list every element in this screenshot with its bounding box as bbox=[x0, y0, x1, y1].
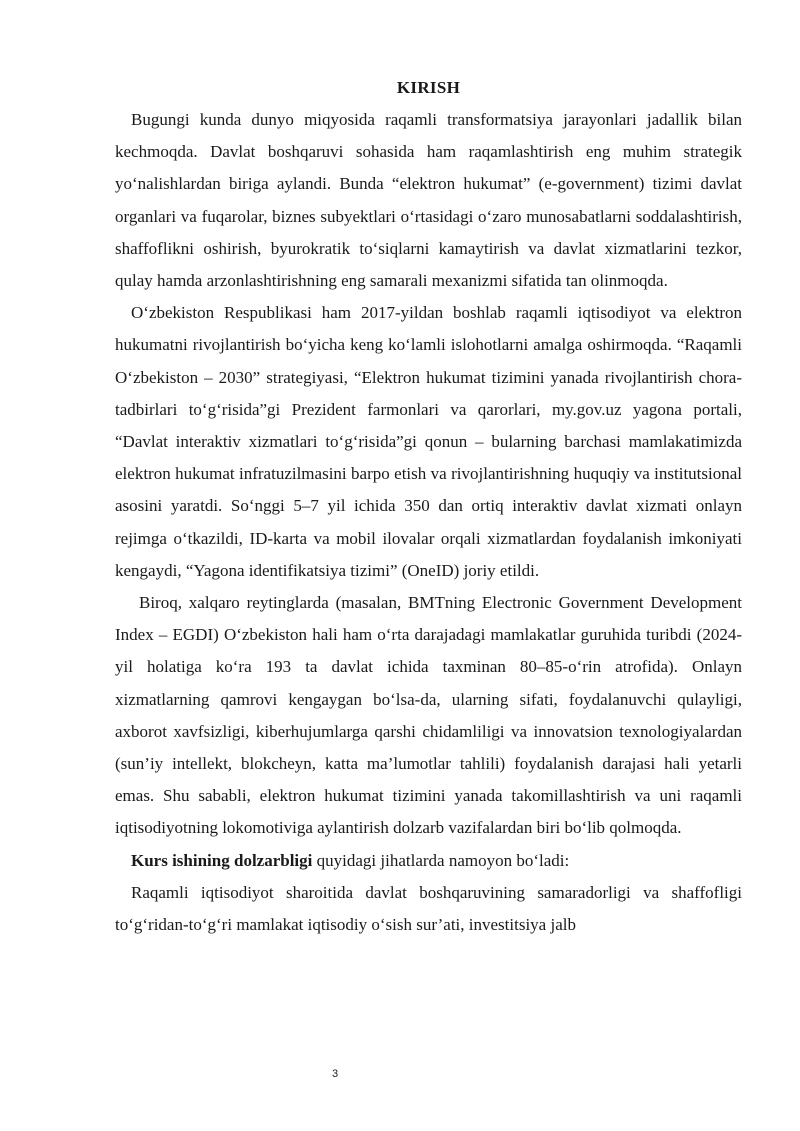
intro-paragraph-1: Bugungi kunda dunyo miqyosida raqamli transformatsiya jarayonlari jadallik bilan kechmoqda. Davlat boshqaruvi sohasida ham raqamlashtirish eng muhim strategik yo‘nalishlardan biriga aylandi. Bunda “elektron hukumat” (e-government) tizimi davlat organlari va fuqarolar, biznes subyektlari o‘rtasidagi o‘zaro munosabatlarni soddalashtirish, shaffoflikni oshirish, byurokratik to‘siqlarni kamaytirish va davlat xizmatlarini tezkor, qulay hamda arzonlashtirishning eng samarali mexanizmi sifatida tan olinmoqda. bbox=[115, 110, 742, 291]
page-title: KIRISH bbox=[396, 78, 461, 97]
continuation-paragraph: Raqamli iqtisodiyot sharoitida davlat boshqaruvining samaradorligi va shaffofligi to‘g‘ridan-to‘g‘ri mamlakat iqtisodiy o‘sish sur’ati, investitsiya jalb bbox=[115, 882, 742, 935]
relevance-paragraph bbox=[115, 845, 742, 877]
intro-paragraph-3: Biroq, xalqaro reytinglarda (masalan, BMTning Electronic Government Development Index – EGDI) O‘zbekiston hali ham o‘rta darajadagi mamlakatlar guruhida turibdi (2024-yil holatiga ko‘ra 193 ta davlat ichida taxminan 80–85-o‘rin atrofida). Onlayn xizmatlarning qamrovi kengaygan bo‘lsa-da, ularning sifati, foydalanuvchi qulayligi, axborot xavfsizligi, kiberhujumlarga qarshi chidamliligi va innovatsion texnologiyalardan (sun’iy intellekt, blokcheyn, katta ma’lumotlar tahlili) foydalanish darajasi hali yetarli emas. Shu sababli, elektron hukumat tizimini yanada takomillashtirish va uni raqamli iqtisodiyotning lokomotiviga aylantirish dolzarb vazifalardan biri bo‘lib qolmoqda. bbox=[115, 593, 742, 838]
intro-paragraph-2: O‘zbekiston Respublikasi ham 2017-yildan boshlab raqamli iqtisodiyot va elektron hukumatni rivojlantirish bo‘yicha keng ko‘lamli islohotlarni amalga oshirmoqda. “Raqamli O‘zbekiston – 2030” strategiyasi, “Elektron hukumat tizimini yanada rivojlantirish chora-tadbirlari to‘g‘risida”gi Prezident farmonlari va qarorlari, my.gov.uz yagona portali, “Davlat interaktiv xizmatlari to‘g‘risida”gi qonun – bularning barchasi mamlakatimizda elektron hukumat infratuzilmasini barpo etish va rivojlantirishning huquqiy va institutsional asosini yaratdi. So‘nggi 5–7 yil ichida 350 dan ortiq interaktiv davlat xizmati onlayn rejimga o‘tkazildi, ID-karta va mobil ilovalar orqali xizmatlardan foydalanish imkoniyati kengaydi, “Yagona identifikatsiya tizimi” (OneID) joriy etildi. bbox=[115, 303, 742, 580]
relevance-heading: Kurs ishining dolzarbligi bbox=[131, 850, 313, 870]
page-number: 3 bbox=[331, 1068, 339, 1080]
document-page bbox=[115, 74, 742, 941]
relevance-text: quyidagi jihatlarda namoyon bo‘ladi: bbox=[312, 850, 570, 870]
